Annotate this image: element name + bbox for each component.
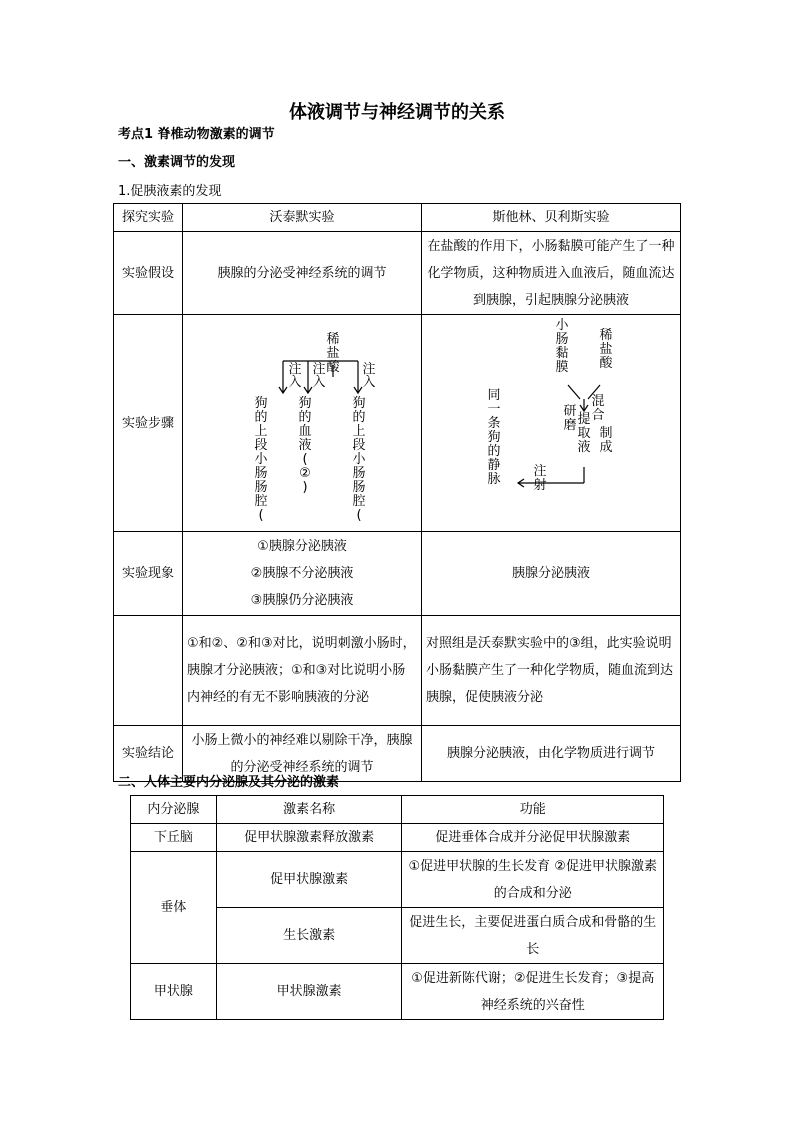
- function-cell: 促进生长，主要促进蛋白质合成和骨骼的生长: [402, 908, 664, 964]
- function-cell: ①促进甲状腺的生长发育 ②促进甲状腺激素的合成和分泌: [402, 852, 664, 908]
- analysis-wotaimo: ①和②、②和③对比，说明刺激小肠时，胰腺才分泌胰液；①和③对比说明小肠内神经的有无不影响胰液的分泌: [183, 616, 422, 726]
- kaodian-heading: 考点1 脊椎动物激素的调节: [118, 127, 275, 142]
- header-cell: 内分泌腺: [131, 796, 217, 824]
- flow-line: [568, 385, 580, 399]
- header-cell: 探究实验: [114, 204, 183, 232]
- hormone-cell: 促甲状腺激素释放激素: [216, 824, 402, 852]
- function-cell: ①促进新陈代谢；②促进生长发育；③提高神经系统的兴奋性: [402, 964, 664, 1020]
- analysis-starling: 对照组是沃泰默实验中的③组，此实验说明小肠黏膜产生了一种化学物质，随血流到达胰腺，促使胰液分泌: [422, 616, 681, 726]
- target-1-label: 狗的上段小肠肠腔(: [352, 396, 366, 521]
- make-label: 制成: [599, 426, 613, 455]
- target-vein-label: 同一条狗的静脉: [487, 388, 501, 487]
- section-1-heading: 一、激素调节的发现: [118, 155, 236, 170]
- page-title: 体液调节与神经调节的关系: [289, 102, 505, 123]
- subsection-1-heading: 1.促胰液素的发现: [118, 184, 222, 199]
- row-label: 实验步骤: [114, 315, 183, 532]
- section-2-heading: 二、人体主要内分泌腺及其分泌的激素: [118, 775, 340, 790]
- intestinal-mucosa-label: 小肠黏膜: [555, 318, 569, 375]
- row-label: 实验现象: [114, 532, 183, 616]
- starling-flow-diagram: [422, 315, 680, 521]
- secretin-discovery-table: [113, 203, 681, 782]
- hypothesis-starling: 在盐酸的作用下，小肠黏膜可能产生了一种化学物质，这种物质进入血液后，随血流达到胰腺，引起胰腺分泌胰液: [422, 232, 681, 315]
- conclusion-starling: 胰腺分泌胰液，由化学物质进行调节: [422, 726, 681, 782]
- gland-cell: 下丘脑: [131, 824, 217, 852]
- phenomenon-item: ②胰腺不分泌胰液: [250, 566, 354, 581]
- starling-diagram: [422, 315, 681, 532]
- function-cell: 促进垂体合成并分泌促甲状腺激素: [402, 824, 664, 852]
- hormone-cell: 甲状腺激素: [216, 964, 402, 1020]
- inject-label: 注入: [362, 362, 376, 390]
- header-cell: 激素名称: [216, 796, 402, 824]
- row-label: 实验结论: [114, 726, 183, 782]
- mix-label: 混合: [591, 394, 605, 423]
- phenomenon-starling: 胰腺分泌胰液: [422, 532, 681, 616]
- phenomenon-wotaimo: [183, 532, 422, 616]
- row-label-empty: [114, 616, 183, 726]
- conclusion-wotaimo: 小肠上微小的神经难以剔除干净，胰腺的分泌受神经系统的调节: [183, 726, 422, 782]
- header-cell: 沃泰默实验: [183, 204, 422, 232]
- target-2-label: 狗的血液( ② ): [298, 396, 312, 495]
- hypothesis-wotaimo: 胰腺的分泌受神经系统的调节: [183, 232, 422, 315]
- grind-label: 研磨: [563, 404, 577, 433]
- row-label: 实验假设: [114, 232, 183, 315]
- wotaimo-diagram: [183, 315, 422, 532]
- endocrine-gland-table: [130, 795, 664, 1020]
- inject-label: 注射: [533, 464, 547, 493]
- phenomenon-item: ①胰腺分泌胰液: [257, 539, 347, 554]
- hormone-cell: 生长激素: [216, 908, 402, 964]
- hormone-cell: 促甲状腺激素: [216, 852, 402, 908]
- target-3-label: 狗的上段小肠肠腔(: [254, 396, 268, 521]
- inject-label: 注入: [312, 362, 326, 390]
- gland-cell: 甲状腺: [131, 964, 217, 1020]
- header-cell: 斯他林、贝利斯实验: [422, 204, 681, 232]
- gland-cell: 垂体: [131, 852, 217, 964]
- extract-label: 提取液: [577, 412, 591, 455]
- wotaimo-flow-diagram: [183, 315, 421, 521]
- hydrochloric-acid-label: 稀盐酸: [326, 332, 340, 375]
- header-cell: 功能: [402, 796, 664, 824]
- hydrochloric-acid-label: 稀盐酸: [599, 328, 613, 371]
- inject-label: 注入: [288, 362, 302, 390]
- phenomenon-item: ③胰腺仍分泌胰液: [250, 593, 354, 608]
